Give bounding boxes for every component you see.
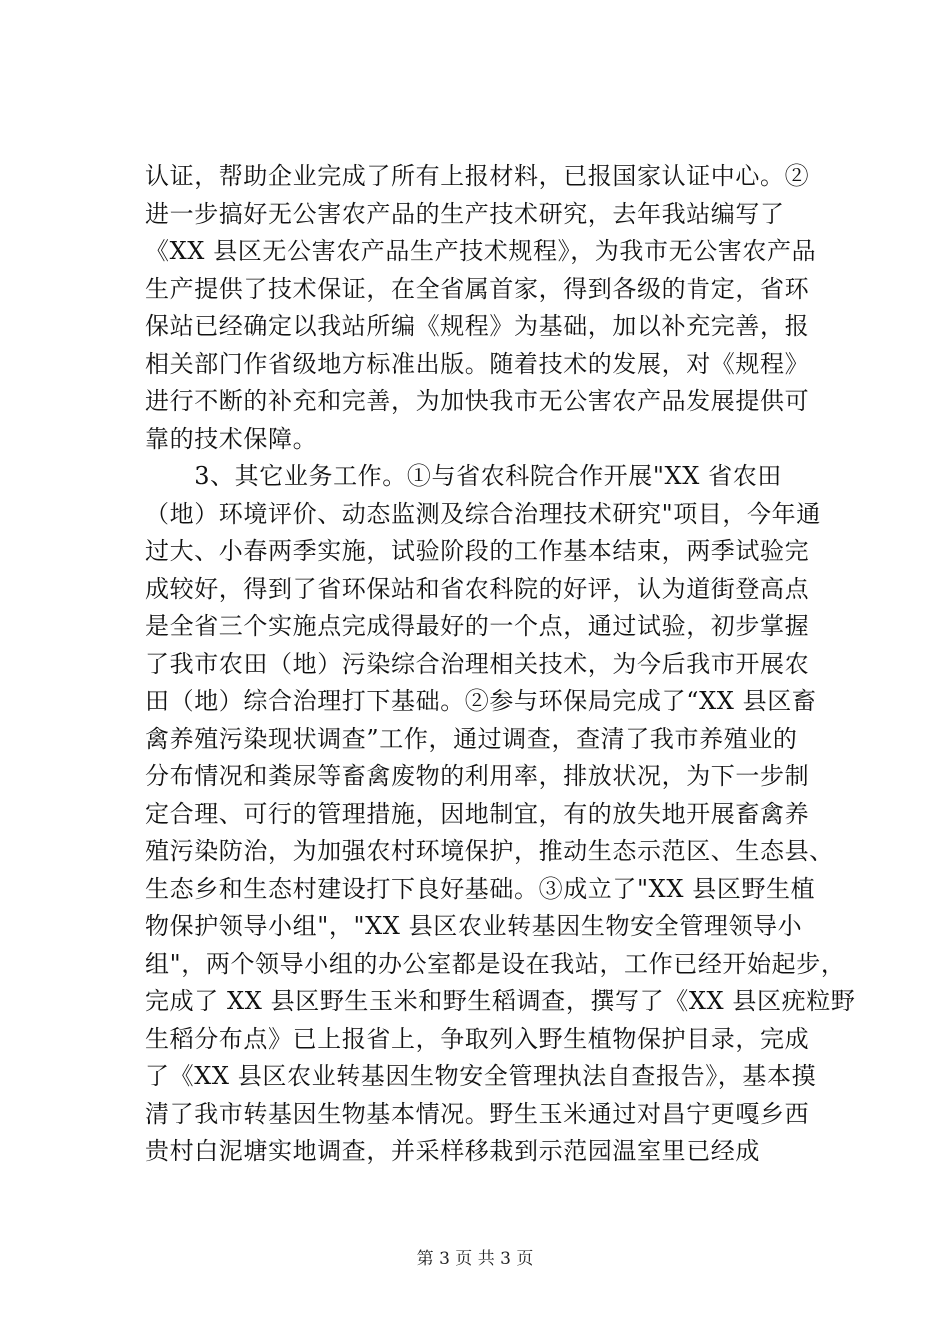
text-line: 过大、小春两季实施，试验阶段的工作基本结束，两季试验完 (145, 537, 810, 565)
page-number-footer: 第 3 页 共 3 页 (416, 1249, 534, 1269)
text-line: 田（地）综合治理打下基础。②参与环保局完成了“XX 县区畜 (145, 687, 817, 715)
text-line: 进一步搞好无公害农产品的生产技术研究，去年我站编写了 (145, 199, 785, 228)
text-line: 定合理、可行的管理措施，因地制宜，有的放失地开展畜禽养 (145, 799, 810, 828)
text-line: 3、其它业务工作。①与省农科院合作开展"XX 省农田 (145, 462, 782, 490)
text-line: 组"，两个领导小组的办公室都是设在我站，工作已经开始起步， (145, 949, 846, 978)
document-body (145, 158, 856, 1171)
text-line: 殖污染防治，为加强农村环境保护，推动生态示范区、生态县、 (145, 837, 834, 865)
text-line: （地）环境评价、动态监测及综合治理技术研究"项目，今年通 (145, 499, 821, 528)
text-line: 靠的技术保障。 (145, 424, 318, 453)
text-line: 物保护领导小组"，"XX 县区农业转基因生物安全管理领导小 (145, 912, 803, 940)
text-line: 贵村白泥塘实地调查，并采样移栽到示范园温室里已经成 (145, 1137, 760, 1165)
text-line: 相关部门作省级地方标准出版。随着技术的发展，对《规程》 (145, 349, 810, 378)
text-line: 生产提供了技术保证，在全省属首家，得到各级的肯定，省环 (145, 274, 810, 303)
text-line: 生态乡和生态村建设打下良好基础。③成立了"XX 县区野生植 (145, 874, 816, 903)
text-line: 生稻分布点》已上报省上，争取列入野生植物保护目录，完成 (145, 1024, 810, 1053)
text-line: 完成了 XX 县区野生玉米和野生稻调查，撰写了《XX 县区疣粒野 (145, 987, 856, 1015)
text-line: 了《XX 县区农业转基因生物安全管理执法自查报告》，基本摸 (145, 1062, 817, 1090)
text-line: 了我市农田（地）污染综合治理相关技术，为今后我市开展农 (145, 649, 810, 678)
text-line: 是全省三个实施点完成得最好的一个点，通过试验，初步掌握 (145, 612, 810, 640)
text-line: 认证，帮助企业完成了所有上报材料，已报国家认证中心。② (145, 162, 810, 190)
text-line: 进行不断的补充和完善，为加快我市无公害农产品发展提供可 (145, 387, 810, 415)
text-line: 禽养殖污染现状调查”工作，通过调查，查清了我市养殖业的 (145, 724, 798, 753)
text-line: 《XX 县区无公害农产品生产技术规程》，为我市无公害农产品 (145, 237, 817, 265)
text-line: 分布情况和粪尿等畜禽废物的利用率，排放状况，为下一步制 (145, 762, 810, 790)
text-line: 清了我市转基因生物基本情况。野生玉米通过对昌宁更嘎乡西 (145, 1099, 810, 1128)
text-line: 保站已经确定以我站所编《规程》为基础，加以补充完善，报 (145, 312, 810, 340)
text-line: 成较好，得到了省环保站和省农科院的好评，认为道街登高点 (145, 574, 810, 603)
